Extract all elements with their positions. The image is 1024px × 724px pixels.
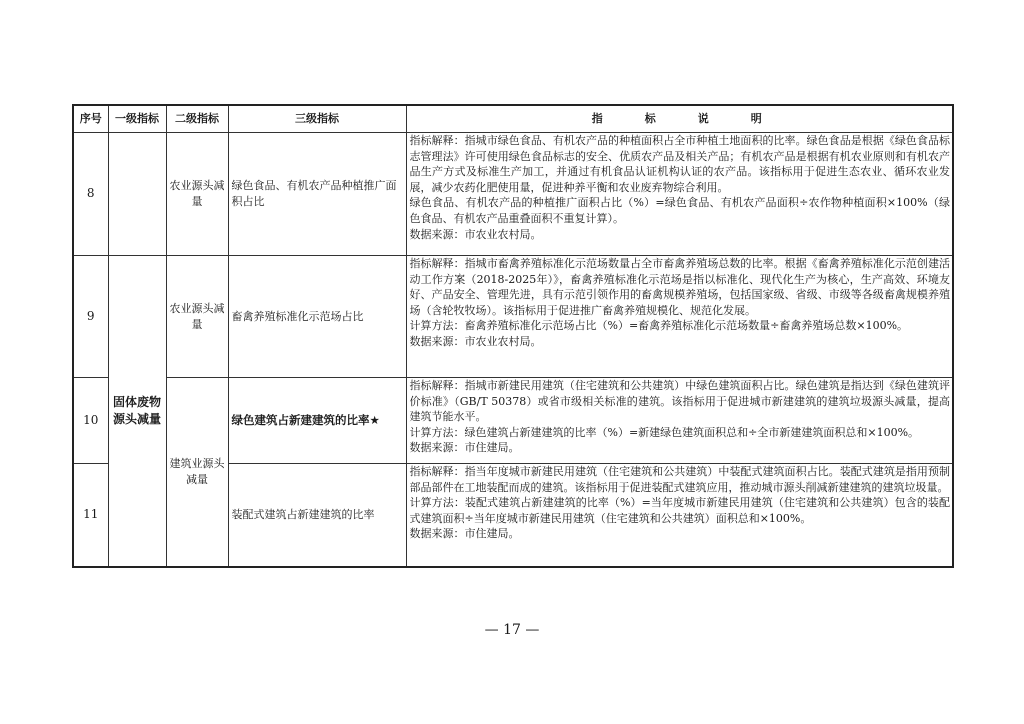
description-paragraph: 计算方法：畜禽养殖标准化示范场占比（%）=畜禽养殖标准化示范场数量÷畜禽养殖场总数×100%。: [409, 319, 909, 333]
row-level3: 绿色建筑占新建建筑的比率★: [228, 378, 406, 464]
row-description: [406, 133, 953, 256]
row-level2: 建筑业源头减量: [166, 378, 228, 567]
description-paragraph: 数据来源：市农业农村局。: [409, 227, 542, 241]
description-paragraph: 指标解释：指城市畜禽养殖标准化示范场数量占全市畜禽养殖场总数的比率。根据《畜禽养殖标准化示范创建活动工作方案（2018-2025年）》，畜禽养殖标准化示范场是指以标准化、现代化生产为核心，生产高效、环境友好、产品安全、管理先进，具有示范引领作用的畜禽规模养殖场，包括国家级、省级、市级等各级畜禽规模养殖场（含轮牧牧场）。该指标用于促进推广畜禽养殖规模化、规范化发展。: [409, 257, 950, 317]
indicator-table: [72, 104, 954, 568]
row-seq: 9: [73, 256, 108, 378]
row-level3: 畜禽养殖标准化示范场占比: [228, 256, 406, 378]
row-seq: 8: [73, 133, 108, 256]
description-paragraph: 数据来源：市住建局。: [409, 527, 520, 541]
row-description: [406, 464, 953, 567]
description-paragraph: 计算方法：绿色建筑占新建建筑的比率（%）=新建绿色建筑面积总和÷全市新建建筑面积总和×100%。: [409, 425, 920, 439]
table-row: [73, 256, 953, 378]
row-seq: 11: [73, 464, 108, 567]
table-row: [73, 133, 953, 256]
header-level2: 二级指标: [166, 105, 228, 133]
header-seq: 序号: [73, 105, 108, 133]
page-number: — 17 —: [484, 622, 540, 638]
level1-cell-empty: [108, 133, 166, 256]
row-level3: 装配式建筑占新建建筑的比率: [228, 464, 406, 567]
table-row: [73, 378, 953, 464]
description-paragraph: 指标解释：指城市绿色食品、有机农产品的种植面积占全市种植土地面积的比率。绿色食品是根据《绿色食品标志管理法》许可使用绿色食品标志的安全、优质农产品及相关产品；有机农产品是根据有机农业原则和有机农产品生产方式及标准生产加工，并通过有机食品认证机构认证的农产品。该指标用于促进生态农业、循环农业发展，减少农药化肥使用量，促进种养平衡和农业废弃物综合利用。: [409, 134, 950, 194]
row-description: [406, 378, 953, 464]
header-description: 指标说明: [406, 105, 953, 133]
row-level2: 农业源头减量: [166, 256, 228, 378]
description-paragraph: 绿色食品、有机农产品的种植推广面积占比（%）=绿色食品、有机农产品面积÷农作物种植面积×100%（绿色食品、有机农产品重叠面积不重复计算）。: [409, 196, 950, 225]
description-paragraph: 数据来源：市农业农村局。: [409, 334, 542, 348]
description-paragraph: 数据来源：市住建局。: [409, 441, 520, 455]
description-paragraph: 指标解释：指城市新建民用建筑（住宅建筑和公共建筑）中绿色建筑面积占比。绿色建筑是指达到《绿色建筑评价标准》（GB/T 50378）或省市级相关标准的建筑。该指标用于促进城市新建建筑的建筑垃圾源头减量，提高建筑节能水平。: [409, 379, 950, 424]
level1-indicator: 固体废物源头减量: [108, 256, 166, 567]
header-level1: 一级指标: [108, 105, 166, 133]
row-level2: 农业源头减量: [166, 133, 228, 256]
description-paragraph: 指标解释：指当年度城市新建民用建筑（住宅建筑和公共建筑）中装配式建筑面积占比。装配式建筑是指用预制部品部件在工地装配而成的建筑。该指标用于促进装配式建筑应用，推动城市源头削减新建建筑的建筑垃圾量。: [409, 465, 950, 494]
header-level3: 三级指标: [228, 105, 406, 133]
header-row: [73, 105, 953, 133]
row-description: [406, 256, 953, 378]
description-paragraph: 计算方法：装配式建筑占新建建筑的比率（%）=当年度城市新建民用建筑（住宅建筑和公共建筑）包含的装配式建筑面积÷当年度城市新建民用建筑（住宅建筑和公共建筑）面积总和×100%。: [409, 496, 950, 525]
row-level3: 绿色食品、有机农产品种植推广面积占比: [228, 133, 406, 256]
row-seq: 10: [73, 378, 108, 464]
